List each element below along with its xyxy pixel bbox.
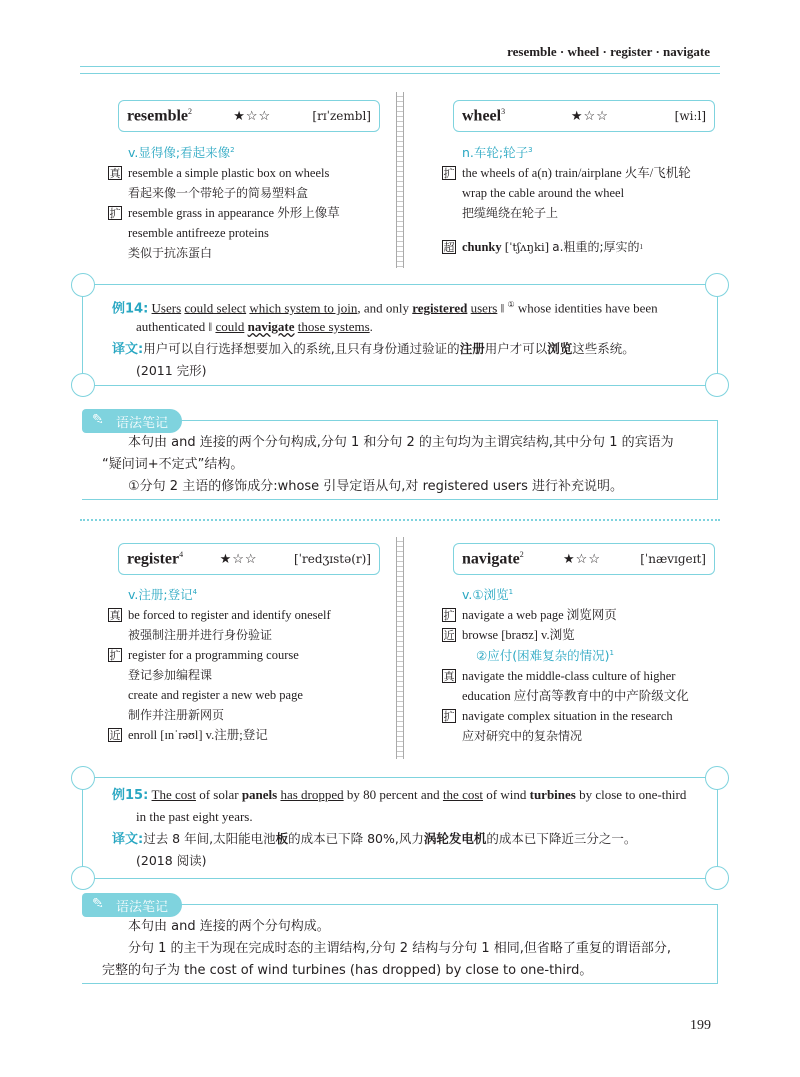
tag-badge: 扩 [109, 207, 121, 220]
example-line [108, 625, 331, 645]
example-line [108, 183, 340, 203]
headword: wheel$^3$ [462, 106, 506, 125]
example-text: be forced to register and identify oneself [128, 608, 331, 622]
grammar-note-2: 本句由 and 连接的两个分句构成。 分句 1 的主干为现在完成时态的主谓结构,分句 2 结构与分句 1 相同,但省略了重复的谓语部分, 完整的句子为 the cost of wind turbines (has dropped) by close to one-third。 [102, 919, 672, 978]
example-line [442, 203, 691, 223]
example-15-translation: 译文:过去 8 年间,太阳能电池板的成本已下降 80%,风力涡轮发电机的成本已下降近三分之一。 [112, 831, 637, 847]
phonetic: [ˈnævɪɡeɪt] [640, 552, 706, 566]
example-15-english: 例15: The cost of solar panels has dropped by 80 percent and the cost of wind turbines by close to one-third [112, 787, 687, 803]
example-line [108, 685, 331, 705]
example-line [442, 183, 691, 203]
example-line [442, 163, 691, 183]
part-of-speech: v.注册;登记$^4$ [128, 587, 198, 602]
tag-badge: 近 [443, 629, 455, 642]
example-line [442, 625, 617, 645]
example-text: register for a programming course [128, 648, 299, 662]
star-rating: ★☆☆ [563, 551, 601, 566]
pen-icon: ✎ [92, 412, 104, 428]
example-14-source: (2011 完形) [136, 363, 207, 378]
example-line [108, 243, 340, 263]
example-text: 登记参加编程课 [128, 668, 213, 682]
example-line [108, 665, 331, 685]
page-header: resemble · wheel · register · navigate [507, 44, 710, 59]
example-line [108, 605, 331, 625]
example-line [108, 725, 331, 745]
example-text: resemble a simple plastic box on wheels [128, 166, 330, 180]
pen-icon: ✎ [92, 896, 104, 912]
super-word-line: 超 chunky [ˈtʃʌŋki] a.粗重的;厚实的 1 [443, 240, 644, 254]
star-rating: ★☆☆ [233, 108, 272, 123]
example-text: 类似于抗冻蛋白 [128, 246, 213, 260]
tag-badge: 扩 [443, 609, 455, 622]
headword: register$^4$ [127, 549, 184, 568]
example-list-resemble [108, 163, 340, 263]
example-line [442, 686, 689, 706]
tag-badge: 真 [109, 167, 121, 180]
tag-badge: 扩 [443, 167, 455, 180]
example-line [108, 203, 340, 223]
example-line [108, 163, 340, 183]
example-text: the wheels of a(n) train/airplane 火车/飞机轮 [462, 166, 691, 180]
example-text: enroll [ɪnˈrəʊl] v.注册;登记 [128, 728, 268, 742]
example-list-navigate-2 [442, 666, 689, 746]
part-of-speech: v.显得像;看起来像$^2$ [128, 145, 235, 160]
example-text: resemble antifreeze proteins [128, 226, 269, 240]
example-text: navigate a web page 浏览网页 [462, 608, 617, 622]
example-14-translation: 译文:用户可以自行选择想要加入的系统,且只有身份通过验证的注册用户才可以浏览这些系统。 [112, 341, 635, 357]
tag-badge: 真 [443, 670, 455, 683]
column-divider [396, 92, 404, 268]
example-line [442, 605, 617, 625]
star-rating: ★☆☆ [570, 108, 609, 123]
headword: navigate$^2$ [462, 549, 524, 568]
phonetic: [wiːl] [674, 109, 706, 123]
example-list-navigate-1 [442, 605, 617, 645]
grammar-note-heading: ✎ 语法笔记 [82, 893, 182, 917]
headword: resemble$^2$ [127, 106, 193, 125]
column-divider [396, 537, 404, 759]
example-text: create and register a new web page [128, 688, 303, 702]
example-text: 被强制注册并进行身份验证 [128, 628, 273, 642]
section-divider [80, 519, 720, 521]
example-list-wheel [442, 163, 691, 223]
tag-badge: 近 [109, 729, 121, 742]
example-line [442, 726, 689, 746]
example-14-english: 例14: Users could select which system to join, and only registered users ‖ ① whose identities have been [112, 300, 658, 317]
example-line [108, 645, 331, 665]
tag-badge: 扩 [443, 710, 455, 723]
phonetic: [rɪˈzembl] [312, 109, 371, 123]
tag-badge: 真 [109, 609, 121, 622]
part-of-speech: v.①浏览$^1$ [462, 587, 514, 602]
part-of-speech: n.车轮;轮子$^3$ [462, 145, 533, 160]
example-text: 应对研究中的复杂情况 [462, 729, 583, 743]
phonetic: [ˈredʒɪstə(r)] [294, 552, 371, 566]
example-list-register [108, 605, 331, 745]
grammar-note-heading: ✎ 语法笔记 [82, 409, 182, 433]
example-line [442, 706, 689, 726]
example-14-english-line2: authenticated ‖ could navigate those systems. [136, 319, 373, 334]
example-text: navigate complex situation in the research [462, 709, 673, 723]
example-text: 看起来像一个带轮子的简易塑料盒 [128, 186, 309, 200]
tag-badge: 扩 [109, 649, 121, 662]
example-text: 制作并注册新网页 [128, 708, 225, 722]
example-15-english-line2: in the past eight years. [136, 809, 253, 824]
example-line [442, 666, 689, 686]
header-rule [80, 66, 720, 74]
star-rating: ★☆☆ [219, 551, 258, 566]
example-line [108, 223, 340, 243]
example-text: navigate the middle-class culture of higher [462, 669, 676, 683]
example-text: education 应付高等教育中的中产阶级文化 [462, 689, 689, 703]
example-text: resemble grass in appearance 外形上像草 [128, 206, 340, 220]
example-15-source: (2018 阅读) [136, 853, 207, 868]
example-text: wrap the cable around the wheel [462, 186, 625, 200]
word-box-wheel [453, 100, 715, 132]
word-box-resemble [118, 100, 380, 132]
example-text: browse [braʊz] v.浏览 [462, 628, 575, 642]
word-box-navigate [453, 543, 715, 575]
grammar-note-1: 本句由 and 连接的两个分句构成,分句 1 和分句 2 的主句均为主谓宾结构,其中分句 1 的宾语为 “疑问词+不定式”结构。 ①分句 2 主语的修饰成分:whose 引导定语从句,对 registered users 进行补充说明。 [102, 435, 674, 494]
page-number: 199 [690, 1018, 711, 1033]
word-box-register [118, 543, 380, 575]
example-line [108, 705, 331, 725]
example-text: 把缆绳绕在轮子上 [462, 206, 559, 220]
part-of-speech-2: ②应付(困难复杂的情况)$^1$ [476, 648, 614, 663]
